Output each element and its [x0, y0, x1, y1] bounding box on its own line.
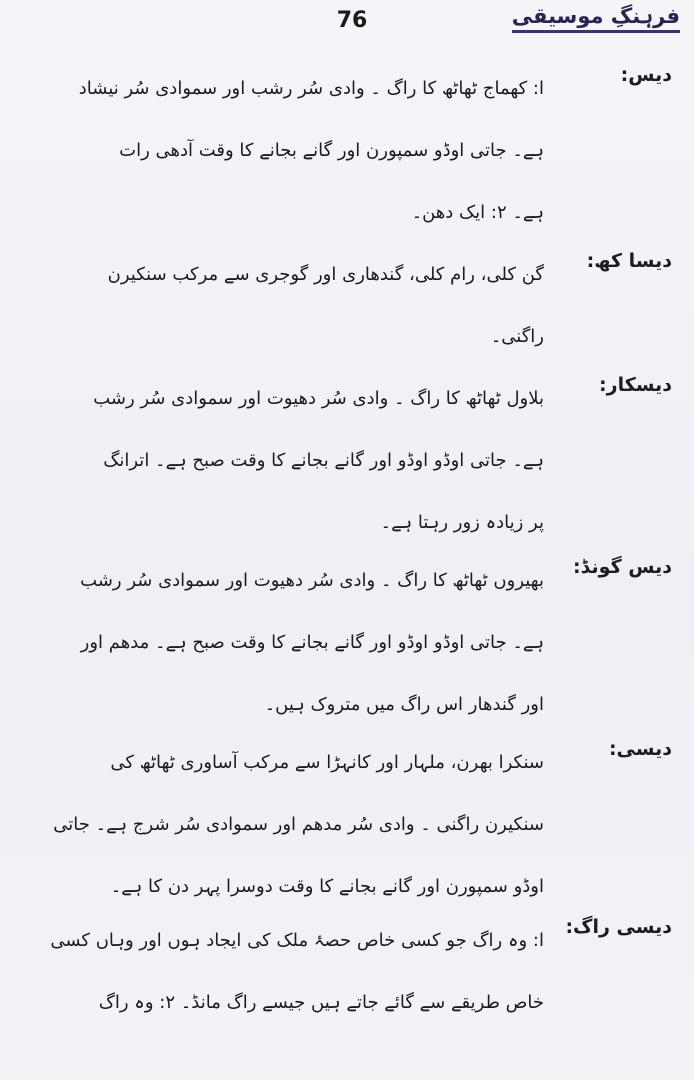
entry-desi — [0, 732, 694, 910]
definition-line: خاص طریقے سے گائے جاتے ہیں جیسے راگ مانڈ۔ ۲: وہ راگ — [98, 992, 544, 1013]
definition-line: پر زیادہ زور رہتا ہے۔ — [380, 512, 544, 533]
entry-list — [0, 58, 694, 1034]
entry-desi-raag — [0, 910, 694, 1034]
headword: دیس: — [620, 64, 672, 86]
definition-line: سنکرا بھرن، ملہار اور کانہڑا سے مرکب آساوری ٹھاٹھ کی — [110, 752, 544, 773]
definition-line: گن کلی، رام کلی، گندھاری اور گوجری سے مرکب سنکیرن — [107, 264, 544, 285]
definition-line: اور گندھار اس راگ میں متروک ہیں۔ — [264, 694, 544, 715]
definition-line: راگنی۔ — [490, 326, 544, 347]
definition — [28, 550, 544, 732]
definition-line: ہے۔ جاتی اوڈو سمپورن اور گانے بجانے کا وقت آدھی رات — [119, 140, 544, 161]
definition-line: اوڈو سمپورن اور گانے بجانے کا وقت دوسرا پہر دن کا ہے۔ — [110, 876, 544, 897]
definition — [28, 244, 544, 368]
headword: دیس گونڈ: — [572, 556, 672, 578]
headword: دیسکار: — [599, 374, 672, 396]
definition — [28, 58, 544, 244]
definition-line: ہے۔ جاتی اوڈو اوڈو اور گانے بجانے کا وقت صبح ہے۔ اترانگ — [103, 450, 544, 471]
definition-line: بھیروں ٹھاٹھ کا راگ ۔ وادی سُر دھیوت اور سموادی سُر رشب — [80, 570, 544, 591]
page-number: 76 — [336, 8, 368, 33]
definition-line: ہے۔ جاتی اوڈو اوڈو اور گانے بجانے کا وقت صبح ہے۔ مدھم اور — [80, 632, 544, 653]
headword: دیسی راگ: — [565, 916, 672, 938]
definition-line: سنکیرن راگنی ۔ وادی سُر مدھم اور سموادی سُر شرج ہے۔ جاتی — [53, 814, 544, 835]
definition — [28, 732, 544, 910]
running-title: فرہنگِ موسیقی — [512, 4, 680, 33]
entry-des-gond — [0, 550, 694, 732]
definition-line: ا: کھماج ٹھاٹھ کا راگ ۔ وادی سُر رشب اور سموادی سُر نیشاد — [78, 78, 544, 99]
definition-line: بلاول ٹھاٹھ کا راگ ۔ وادی سُر دھیوت اور سموادی سُر رشب — [93, 388, 544, 409]
entry-des — [0, 58, 694, 244]
entry-deskar — [0, 368, 694, 550]
definition-line: ا: وہ راگ جو کسی خاص حصۂ ملک کی ایجاد ہوں اور وہاں کسی — [50, 930, 544, 951]
definition — [28, 368, 544, 550]
entry-desakh — [0, 244, 694, 368]
headword: دیسا کھ: — [586, 250, 672, 272]
definition-line: ہے۔ ۲: ایک دھن۔ — [411, 202, 544, 223]
definition — [28, 910, 544, 1034]
headword: دیسی: — [608, 738, 672, 760]
